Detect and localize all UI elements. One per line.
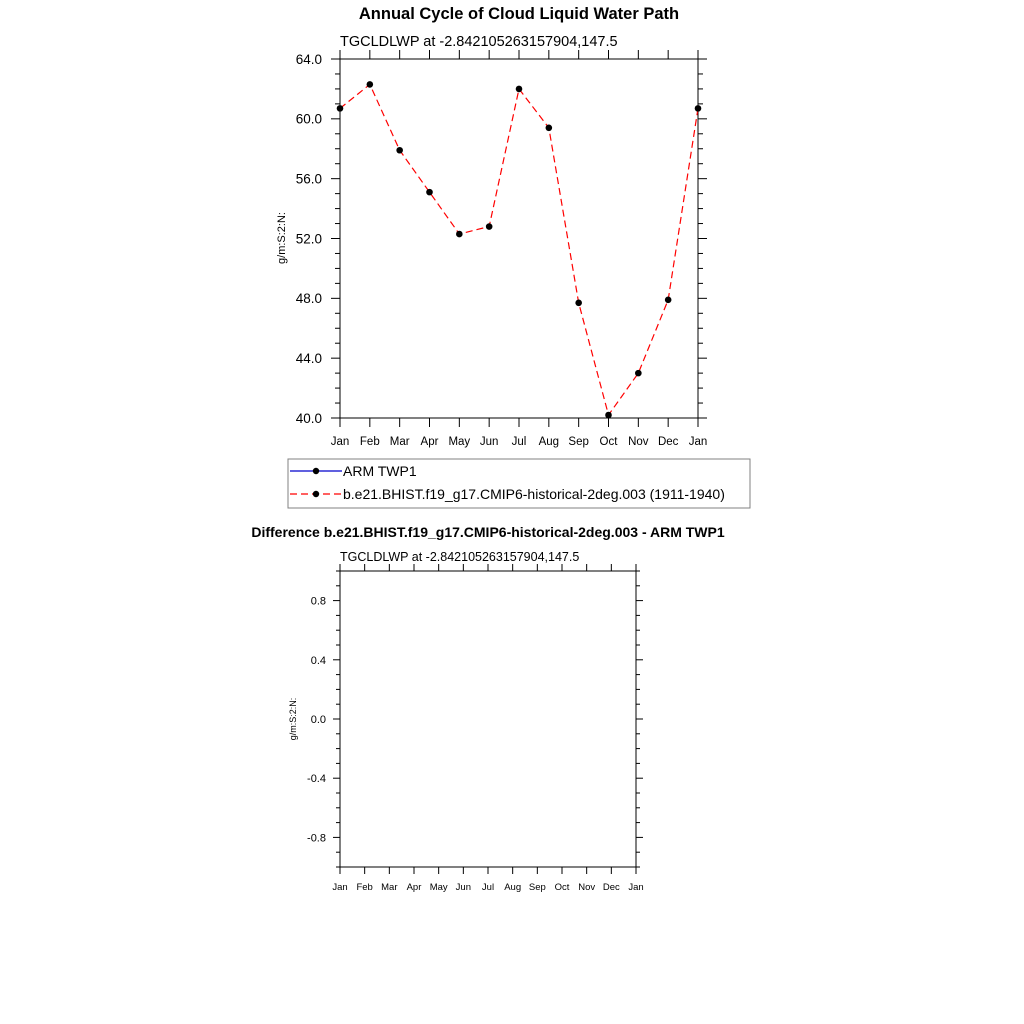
x-tick-label: Oct — [599, 436, 618, 448]
data-point — [426, 189, 433, 196]
chart-title: Annual Cycle of Cloud Liquid Water Path — [358, 5, 680, 23]
x-tick-label: May — [429, 882, 448, 893]
plot-frame — [340, 571, 636, 867]
x-tick-label: Dec — [602, 882, 620, 893]
data-point — [546, 125, 553, 132]
data-point — [605, 412, 612, 419]
y-tick-label: 52.0 — [295, 231, 322, 247]
y-tick-label: 0.4 — [310, 654, 326, 667]
difference-x-tick-labels — [332, 882, 643, 893]
x-tick-label: Jul — [481, 882, 495, 893]
x-tick-label: Nov — [578, 882, 596, 893]
plot-frame — [340, 59, 698, 418]
difference-y-tick-labels — [307, 596, 326, 845]
x-tick-label: Mar — [389, 436, 410, 448]
x-tick-label: Mar — [381, 882, 398, 893]
x-tick-label: Jul — [511, 436, 527, 448]
data-point — [456, 231, 463, 238]
top-y-tick-labels — [296, 52, 322, 426]
x-tick-label: Nov — [628, 436, 649, 448]
y-tick-label: 60.0 — [295, 111, 322, 127]
y-tick-label: 44.0 — [295, 351, 322, 367]
data-point — [575, 300, 582, 307]
x-tick-label: Aug — [504, 882, 522, 893]
legend-label: b.e21.BHIST.f19_g17.CMIP6-historical-2deg.003 (1911-1940) — [343, 486, 725, 502]
x-tick-label: Sep — [568, 436, 589, 448]
x-tick-label: Jan — [688, 436, 708, 448]
legend-marker — [313, 491, 319, 497]
x-tick-label: May — [448, 436, 471, 448]
y-tick-label: 64.0 — [295, 51, 322, 67]
y-tick-label: -0.8 — [307, 832, 326, 845]
data-point — [486, 223, 493, 230]
y-tick-label: 0.8 — [310, 595, 326, 608]
data-point — [635, 370, 642, 377]
y-axis-label: g/m:S:2:N: — [276, 212, 288, 264]
x-tick-label: Feb — [356, 882, 373, 893]
y-tick-label: 48.0 — [295, 291, 322, 307]
x-tick-label: Jun — [479, 436, 499, 448]
x-tick-label: Feb — [359, 436, 380, 448]
x-tick-label: Jan — [628, 882, 644, 893]
data-point — [665, 297, 672, 304]
series-line — [340, 84, 698, 415]
data-point — [337, 105, 344, 112]
y-tick-label: -0.4 — [307, 773, 326, 786]
legend-label: ARM TWP1 — [343, 463, 417, 479]
x-tick-label: Oct — [554, 882, 570, 893]
difference-plot-axes — [333, 564, 643, 874]
difference-chart-subtitle: TGCLDLWP at -2.842105263157904,147.5 — [340, 550, 580, 564]
top-plot-axes — [331, 50, 707, 427]
chart-subtitle: TGCLDLWP at -2.842105263157904,147.5 — [340, 34, 618, 50]
difference-chart-title: Difference b.e21.BHIST.f19_g17.CMIP6-historical-2deg.003 - ARM TWP1 — [251, 524, 725, 540]
x-tick-label: Sep — [528, 882, 546, 893]
x-tick-label: Apr — [420, 436, 439, 448]
data-point — [516, 86, 523, 93]
x-tick-label: Jun — [455, 882, 471, 893]
x-tick-label: Dec — [657, 436, 679, 448]
top-plot-series — [337, 81, 702, 418]
legend-entry-model — [290, 486, 725, 502]
legend — [288, 459, 750, 508]
y-tick-label: 0.0 — [310, 713, 326, 726]
y-tick-label: 40.0 — [295, 410, 322, 426]
x-tick-label: Apr — [406, 882, 422, 893]
data-point — [695, 105, 702, 112]
data-point — [396, 147, 403, 154]
x-tick-label: Jan — [332, 882, 348, 893]
top-x-tick-labels — [331, 436, 708, 448]
data-point — [367, 81, 374, 88]
y-tick-label: 56.0 — [295, 171, 322, 187]
x-tick-label: Aug — [538, 436, 560, 448]
difference-y-axis-label: g/m:S:2:N: — [288, 697, 298, 741]
legend-marker — [313, 468, 319, 474]
x-tick-label: Jan — [330, 436, 350, 448]
